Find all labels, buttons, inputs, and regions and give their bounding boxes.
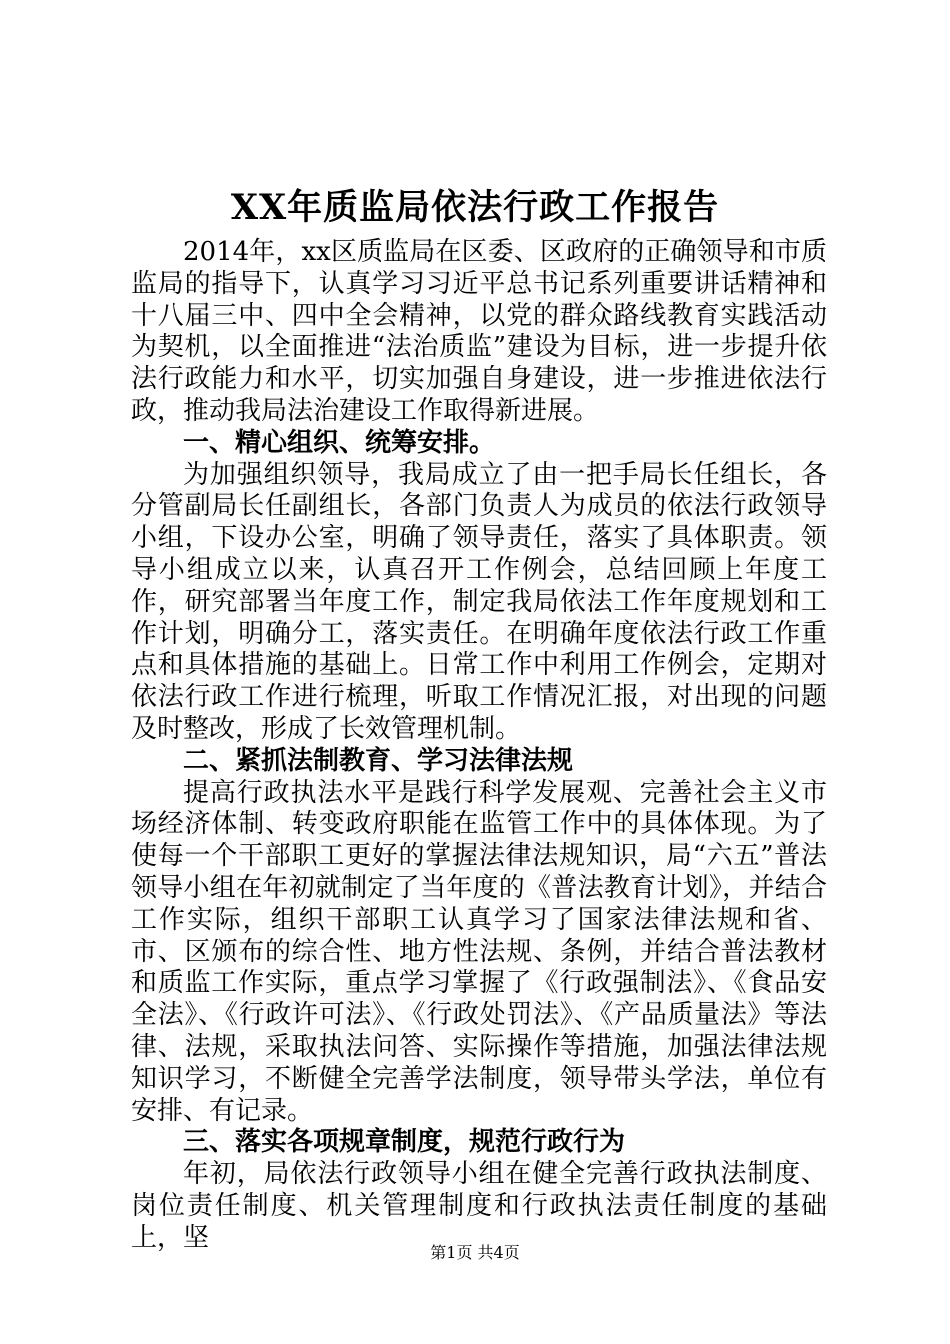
section-heading-2: 二、紧抓法制教育、学习法律法规	[183, 745, 574, 776]
document-title: XX年质监局依法行政工作报告	[230, 187, 720, 228]
paragraph-section-1: 为加强组织领导，我局成立了由一把手局长任组长，各分管副局长任副组长，各部门负责人为成员的依法行政领导小组，下设办公室，明确了领导责任，落实了具体职责。领导小组成立以来，认真召开工作例会，总结回顾上年度工作，研究部署当年度工作，制定我局依法工作年度规划和工作计划，明确分工，落实责任。在明确年度依法行政工作重点和具体措施的基础上。日常工作中利用工作例会，定期对依法行政工作进行梳理，听取工作情况汇报，对出现的问题及时整改，形成了长效管理机制。	[131, 459, 827, 744]
paragraph-section-2: 提高行政执法水平是践行科学发展观、完善社会主义市场经济体制、转变政府职能在监管工作中的具体体现。为了使每一个干部职工更好的掌握法律法规知识，局“六五”普法领导小组在年初就制定了当年度的《普法教育计划》，并结合工作实际，组织干部职工认真学习了国家法律法规和省、市、区颁布的综合性、地方性法规、条例，并结合普法教材和质监工作实际，重点学习掌握了《行政强制法》、《食品安全法》、《行政许可法》、《行政处罚法》、《产品质量法》等法律、法规，采取执法问答、实际操作等措施，加强法律法规知识学习，不断健全完善学法制度，领导带头学法，单位有安排、有记录。	[131, 777, 827, 1126]
paragraph-section-3: 年初，局依法行政领导小组在健全完善行政执法制度、岗位责任制度、机关管理制度和行政执法责任制度的基础上，坚	[131, 1159, 827, 1253]
paragraph-intro: 2014年，xx区质监局在区委、区政府的正确领导和市质监局的指导下，认真学习习近平总书记系列重要讲话精神和十八届三中、四中全会精神，以党的群众路线教育实践活动为契机，以全面推进“法治质监”建设为目标，进一步提升依法行政能力和水平，切实加强自身建设，进一步推进依法行政，推动我局法治建设工作取得新进展。	[131, 237, 827, 426]
section-heading-1: 一、精心组织、统筹安排。	[183, 427, 496, 458]
page-footer: 第1页 共4页	[430, 1243, 520, 1262]
document-body	[131, 237, 827, 1255]
section-heading-3: 三、落实各项规章制度，规范行政行为	[183, 1127, 626, 1158]
